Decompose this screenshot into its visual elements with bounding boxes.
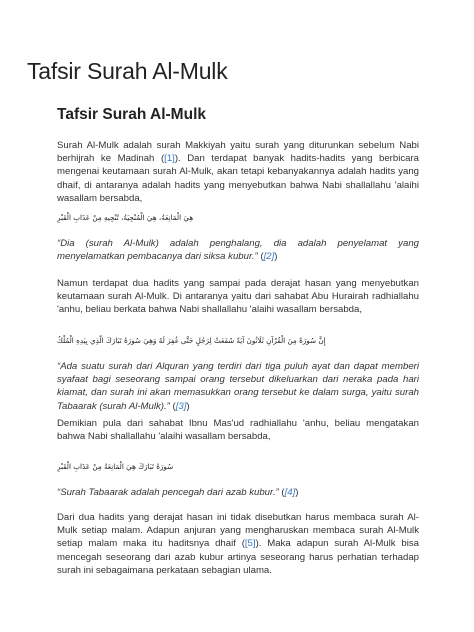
- footnote-link-3[interactable]: [3]: [175, 400, 187, 412]
- footnote-link-5[interactable]: [5]: [244, 538, 256, 550]
- paragraph-conclusion: [57, 511, 419, 577]
- quote-translation-1: [57, 237, 419, 263]
- quote-3-paren-close: ): [295, 487, 299, 498]
- paragraph-hasan: Namun terdapat dua hadits yang sampai pada derajat hasan yang menyebutkan keutamaan surah Al-Mulk. Di antaranya yaitu dari sahabat Abu Hurairah radhiallahu 'anhu, beliau berkata bahwa Nabi shallallahu 'alaihi wasallam bersabda,: [57, 278, 419, 316]
- paragraph-intro-text-cont: ). Dan terdapat banyak hadits-hadits yang berbicara mengenai keutamaan surah Al-Mulk, akan tetapi kebanyakannya adalah hadits yang dhaif, di antaranya adalah hadits yang menyebutkan bahwa Nabi shallallahu 'alaihi wasallam bersabda,: [57, 153, 419, 204]
- footnote-link-2[interactable]: [2]: [263, 251, 275, 263]
- quote-2-text: “Ada suatu surah dari Alquran yang terdiri dari tiga puluh ayat dan dapat memberi syafaat bagi seseorang sampai orang tersebut dikeluarkan dari neraka pada hari kiamat, dan surah ini akan memasukkan orang tersebut ke dalam surga, yaitu surah Tabaarak (surah Al-Mulk).”: [57, 361, 419, 412]
- arabic-hadith-1: هِيَ الْمَانِعَةُ، هِيَ الْمُنْجِيَةُ، تُنْجِيهِ مِنْ عَذَابِ الْقَبْرِ: [57, 213, 194, 222]
- article-title: Tafsir Surah Al-Mulk: [57, 106, 206, 123]
- paragraph-conclusion-text: Dari dua hadits yang derajat hasan ini tidak disebutkan harus membaca surah Al-Mulk setiap malam. Adapun anjuran yang mengharuskan membaca surah Al-Mulk setiap malam maka itu haditsnya dhaif (: [57, 512, 419, 550]
- quote-2-paren-open: (: [169, 400, 176, 412]
- paragraph-ibnu-masud: Demikian pula dari sahabat Ibnu Mas'ud radhiallahu 'anhu, beliau mengatakan bahwa Nabi shallallahu 'alaihi wasallam bersabda,: [57, 418, 419, 443]
- document-title: Tafsir Surah Al-Mulk: [27, 58, 228, 84]
- footnote-link-1[interactable]: [1]: [164, 153, 175, 165]
- quote-translation-3: [57, 486, 419, 499]
- arabic-hadith-3: سُورَةُ تَبَارَكَ هِيَ الْمَانِعَةُ مِنْ عَذَابِ الْقَبْرِ: [57, 462, 174, 471]
- paragraph-conclusion-text-cont: ). Maka adapun surah Al-Mulk bisa mencegah seseorang dari azab kubur artinya seseorang harus perhatian terhadap surah ini sebagaimana perkataan sebagian ulama.: [57, 538, 419, 576]
- paragraph-intro: [57, 139, 419, 205]
- quote-3-paren-open: (: [278, 487, 285, 498]
- quote-3-text: “Surah Tabaarak adalah pencegah dari azab kubur.”: [57, 487, 279, 498]
- footnote-link-4[interactable]: [4]: [284, 487, 296, 498]
- paragraph-intro-text: Surah Al-Mulk adalah surah Makkiyah yaitu surah yang diturunkan sebelum Nabi berhijrah ke Madinah (: [57, 140, 419, 165]
- quote-1-text: “Dia (surah Al-Mulk) adalah penghalang, dia adalah penyelamat yang menyelamatkan pembacanya dari siksa kubur.”: [57, 238, 419, 263]
- quote-1-paren-close: ): [274, 251, 278, 263]
- quote-2-paren-close: ): [186, 400, 190, 412]
- arabic-hadith-2: إِنَّ سُورَةً مِنَ الْقُرْآنِ ثَلَاثُونَ آيَةً شَفَعَتْ لِرَجُلٍ حَتَّى غُفِرَ لَهُ وَهِيَ سُورَةُ تَبَارَكَ الَّذِي بِيَدِهِ الْمُلْكُ: [57, 336, 326, 345]
- quote-1-paren-open: (: [257, 251, 264, 263]
- quote-translation-2: [57, 360, 419, 413]
